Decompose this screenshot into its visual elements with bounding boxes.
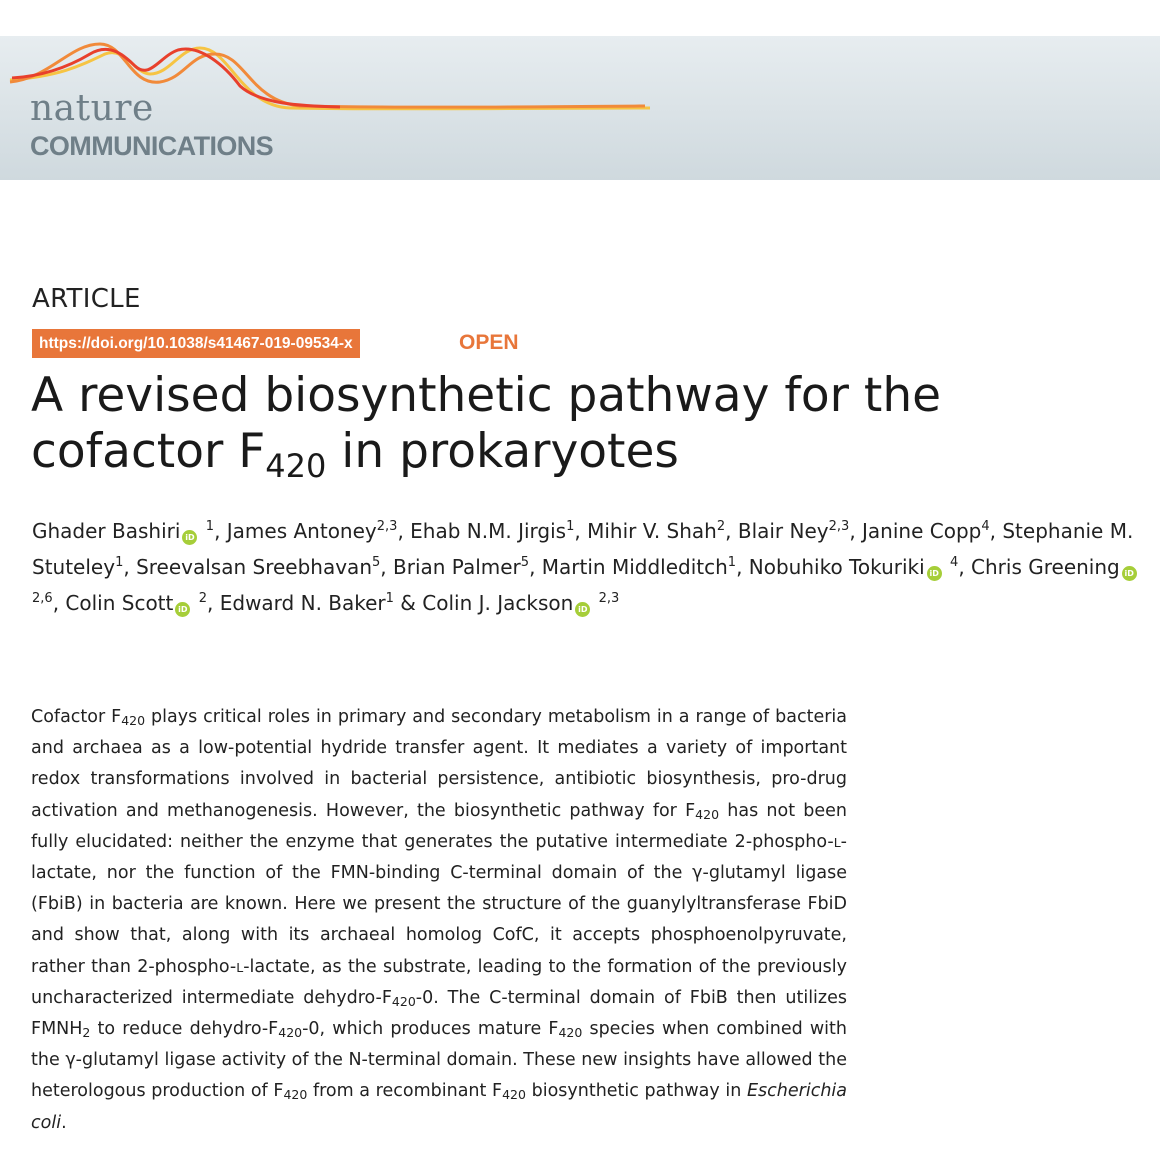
author-name[interactable]: Chris Greening xyxy=(971,555,1120,579)
author-name[interactable]: Nobuhiko Tokuriki xyxy=(748,555,925,579)
author-name[interactable]: Ehab N.M. Jirgis xyxy=(410,519,567,543)
author-name[interactable]: Sreevalsan Sreebhavan xyxy=(136,555,372,579)
title-text: A revised biosynthetic pathway for the cofactor F xyxy=(31,368,942,479)
author-name[interactable]: Colin Scott xyxy=(65,591,174,615)
author-affiliation: 4 xyxy=(950,555,959,570)
author-name[interactable]: Edward N. Baker xyxy=(219,591,386,615)
abstract-small-caps: L xyxy=(236,959,244,975)
abstract-subscript: 420 xyxy=(283,1087,308,1103)
author-affiliation: 5 xyxy=(372,555,381,570)
author-name[interactable]: Janine Copp xyxy=(862,519,982,543)
author-affiliation: 5 xyxy=(520,555,530,570)
orcid-icon[interactable]: iD xyxy=(1122,566,1137,581)
journal-banner xyxy=(0,36,1160,180)
author-name[interactable]: Brian Palmer xyxy=(393,555,521,579)
abstract-small-caps: L xyxy=(833,834,841,850)
author-affiliation: 2,3 xyxy=(598,591,620,606)
author-name[interactable]: Stephanie M. Stuteley xyxy=(32,519,1134,579)
author-name[interactable]: Martin Middleditch xyxy=(541,555,728,579)
orcid-icon[interactable]: iD xyxy=(927,566,942,581)
author-name[interactable]: Ghader Bashiri xyxy=(32,519,181,543)
abstract-subscript: 420 xyxy=(695,806,720,822)
open-access-label: OPEN xyxy=(459,331,519,354)
author-affiliation: 2,3 xyxy=(828,519,850,534)
author-affiliation: 1 xyxy=(205,519,215,534)
abstract-subscript: 2 xyxy=(82,1025,91,1041)
author-name[interactable]: Mihir V. Shah xyxy=(587,519,717,543)
author-list: Ghader Bashiri iD $^1$, James Antoney$^{2,3}$, Ehab N.M. Jirgis$^1$, Mihir V. Shah$^2$, Blair Ney$^{2,3}$, Janine Copp$^4$, Stephanie M. Stuteley$^1$, Sreevalsan Sreebhavan$^5$, Brian Palmer$^5$, Martin Middleditch$^1$, Nobuhiko Tokuriki iD $^4$, Chris Greening iD $^{2,6}$, Colin Scott iD $^2$, Edward N. Baker$^1$ & Colin J. Jackson iD $^{2,3}$ xyxy=(32,513,1144,621)
author-affiliation: 1 xyxy=(566,519,575,534)
article-title xyxy=(31,368,1141,494)
journal-logo-nature: nature xyxy=(30,88,154,129)
orcid-icon[interactable]: iD xyxy=(182,530,197,545)
orcid-icon[interactable]: iD xyxy=(575,602,590,617)
author-affiliation: 1 xyxy=(385,591,394,606)
abstract-subscript: 420 xyxy=(558,1025,583,1041)
author-affiliation: 2 xyxy=(198,591,208,606)
abstract-italic: Escherichia coli xyxy=(31,1081,847,1133)
title-subscript: 420 xyxy=(265,447,327,485)
author-name[interactable]: Colin J. Jackson xyxy=(422,591,574,615)
author-name[interactable]: James Antoney xyxy=(226,519,377,543)
abstract-subscript: 420 xyxy=(391,993,416,1009)
author-affiliation: 2 xyxy=(716,519,726,534)
author-name[interactable]: Blair Ney xyxy=(737,519,829,543)
article-type-label: ARTICLE xyxy=(32,284,141,314)
author-affiliation: 1 xyxy=(727,555,737,570)
journal-logo-communications: COMMUNICATIONS xyxy=(30,131,274,161)
doi-link[interactable]: https://doi.org/10.1038/s41467-019-09534-x xyxy=(32,329,360,358)
orcid-icon[interactable]: iD xyxy=(175,602,190,617)
author-affiliation: 4 xyxy=(981,519,990,534)
abstract-subscript: 420 xyxy=(502,1087,526,1103)
title-text-end: in prokaryotes xyxy=(326,424,679,479)
abstract: Cofactor $F_{420}$ plays critical roles in primary and secondary metabolism in a range of bacteria and archaea as a low-potential hydride transfer agent. It mediates a variety of important redox transformations involved in bacterial persistence, antibiotic biosynthesis, pro-drug activation and methanogenesis. However, the biosynthetic pathway for $F_{420}$ has not been fully elucidated: neither the enzyme that generates the putative intermediate 2-phospho-L-lactate, nor the function of the FMN-binding C-terminal domain of the γ-glutamyl ligase (FbiB) in bacteria are known. Here we present the structure of the guanylyltransferase FbiD and show that, along with its archaeal homolog CofC, it accepts phosphoenolpyruvate, rather than 2-phospho-L-lactate, as the substrate, leading to the formation of the previously uncharacterized intermediate dehydro-$F_{420}-0$. The C-terminal domain of FbiB then utilizes $FMNH_2$ to reduce dehydro-$F_{420}-0$, which produces mature $F_{420}$ species when combined with the γ-glutamyl ligase activity of the N-terminal domain. These new insights have allowed the heterologous production of $F_{420}$ from a recombinant $F_{420}$ biosynthetic pathway in Escherichia coli. xyxy=(31,707,848,1133)
author-affiliation: 1 xyxy=(115,555,124,570)
author-affiliation: 2,6 xyxy=(32,591,53,606)
abstract-subscript: 420 xyxy=(278,1025,303,1041)
abstract-subscript: 420 xyxy=(121,713,146,728)
author-affiliation: 2,3 xyxy=(376,519,398,534)
